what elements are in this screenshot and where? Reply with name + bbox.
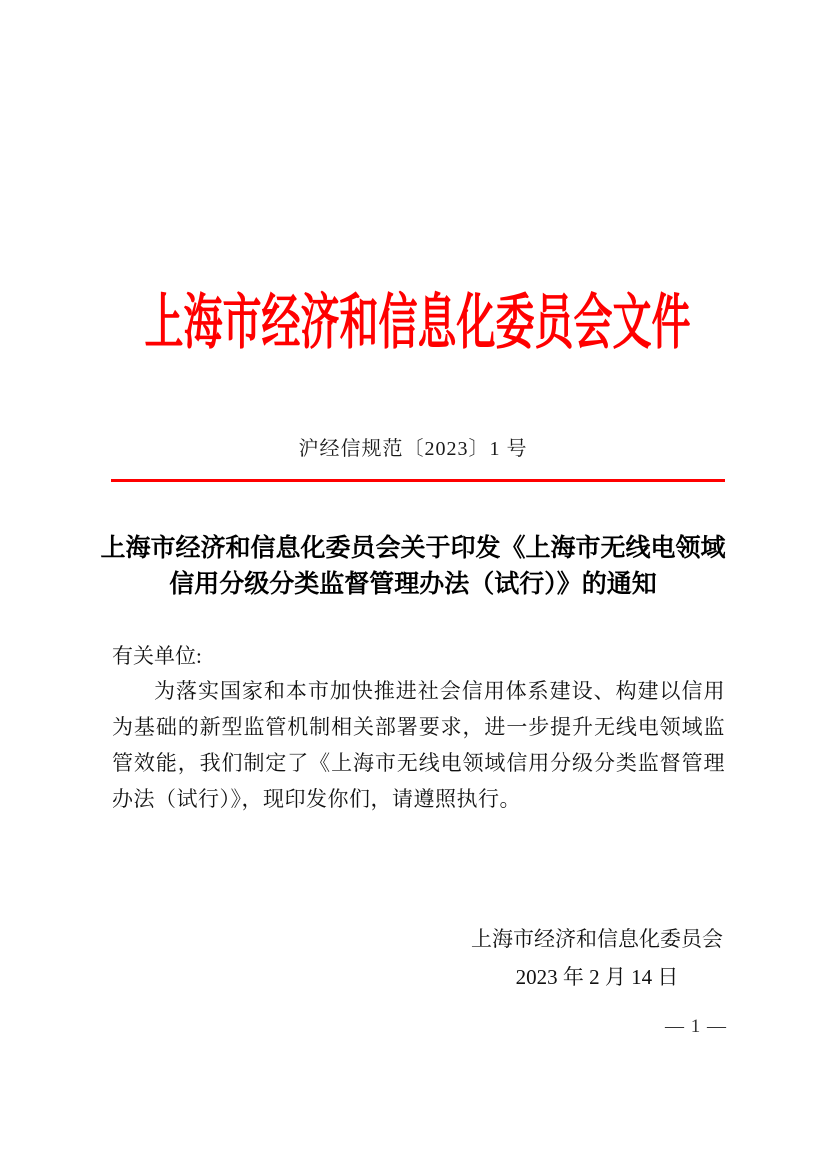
- document-title-line-2: 信用分级分类监督管理办法（试行）》的通知: [169, 571, 657, 598]
- agency-header-title: 上海市经济和信息化委员会文件: [144, 290, 691, 356]
- signature-agency-name: 上海市经济和信息化委员会: [471, 927, 723, 951]
- salutation-line: 有关单位:: [112, 644, 202, 668]
- signature-date: 2023 年 2 月 14 日: [515, 965, 679, 989]
- signature-block: [471, 920, 723, 996]
- body-paragraph: 为落实国家和本市加快推进社会信用体系建设、构建以信用为基础的新型监管机制相关部署要求，进一步提升无线电领域监管效能，我们制定了《上海市无线电领域信用分级分类监督管理办法（试行）》，现印发你们，请遵照执行。: [112, 679, 725, 811]
- document-title: [0, 531, 826, 603]
- document-title-line-1: 上海市经济和信息化委员会关于印发《上海市无线电领域: [100, 535, 726, 562]
- red-divider-line: [111, 479, 725, 482]
- doc-reference-number: 沪经信规范〔2023〕1 号: [298, 438, 528, 460]
- page-number: — 1 —: [665, 1016, 727, 1037]
